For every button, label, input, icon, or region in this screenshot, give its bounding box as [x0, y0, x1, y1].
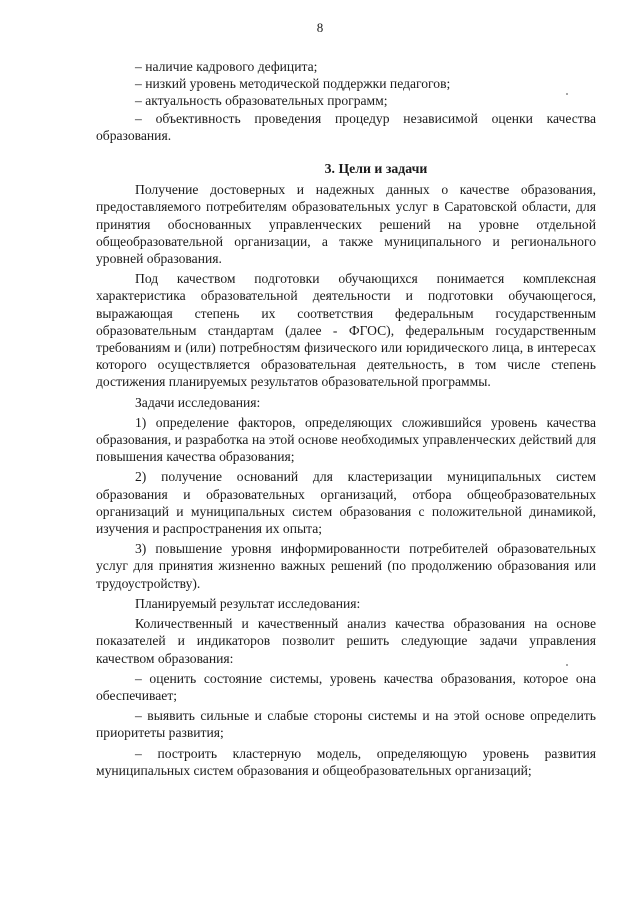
task-item: 2) получение оснований для кластеризации муниципальных систем образования и образовательных организаций, отбора общеобразовательных организаций и муниципальных систем образования с положительной динамикой, изучения и распространения их опыта;: [96, 469, 596, 537]
section-paragraph: Под качеством подготовки обучающихся понимается комплексная характеристика образовательной деятельности и подготовки обучающегося, выражающая степень их соответствия федеральным государственным образовательным стандартам (далее - ФГОС), федеральным государственным требованиям и (или) потребностям физического или юридического лица, в интересах которого осуществляется образовательная деятельность, в том числе степень достижения планируемых результатов образовательной программы.: [96, 271, 596, 390]
result-item: – оценить состояние системы, уровень качества образования, которое она обеспечивает;: [96, 670, 596, 703]
intro-item: – объективность проведения процедур независимой оценки качества образования.: [96, 110, 596, 143]
intro-item: – актуальность образовательных программ;: [135, 93, 388, 109]
intro-item: – низкий уровень методической поддержки педагогов;: [135, 76, 451, 92]
result-label: Планируемый результат исследования:: [135, 595, 361, 611]
section-paragraph: Количественный и качественный анализ качества образования на основе показателей и индикаторов позволит решить следующие задачи управления качеством образования:: [96, 616, 596, 666]
result-item: – выявить сильные и слабые стороны системы и на этой основе определить приоритеты развития;: [96, 708, 596, 741]
page-body: [96, 58, 596, 779]
page-number: 8: [316, 20, 324, 35]
section-heading: 3. Цели и задачи: [324, 161, 428, 177]
scan-speck: [566, 664, 568, 666]
task-item: 1) определение факторов, определяющих сложившийся уровень качества образования, и разработка на этой основе необходимых управленческих действий для повышения качества образования;: [96, 414, 596, 465]
intro-item: – наличие кадрового дефицита;: [135, 59, 318, 74]
tasks-label: Задачи исследования:: [135, 394, 261, 410]
section-paragraph: Получение достоверных и надежных данных о качестве образования, предоставляемого потребителям образовательных услуг в Саратовской области, для принятия обоснованных управленческих решений на уровне отдельной общеобразовательной организации, а также муниципального и регионального уровней образования.: [96, 182, 596, 267]
task-item: 3) повышение уровня информированности потребителей образовательных услуг для принятия жизненно важных решений (по продолжению образования или трудоустройству).: [96, 541, 596, 591]
result-item: – построить кластерную модель, определяющую уровень развития муниципальных систем образования и общеобразовательных организаций;: [96, 745, 596, 778]
scan-speck: [566, 93, 568, 95]
